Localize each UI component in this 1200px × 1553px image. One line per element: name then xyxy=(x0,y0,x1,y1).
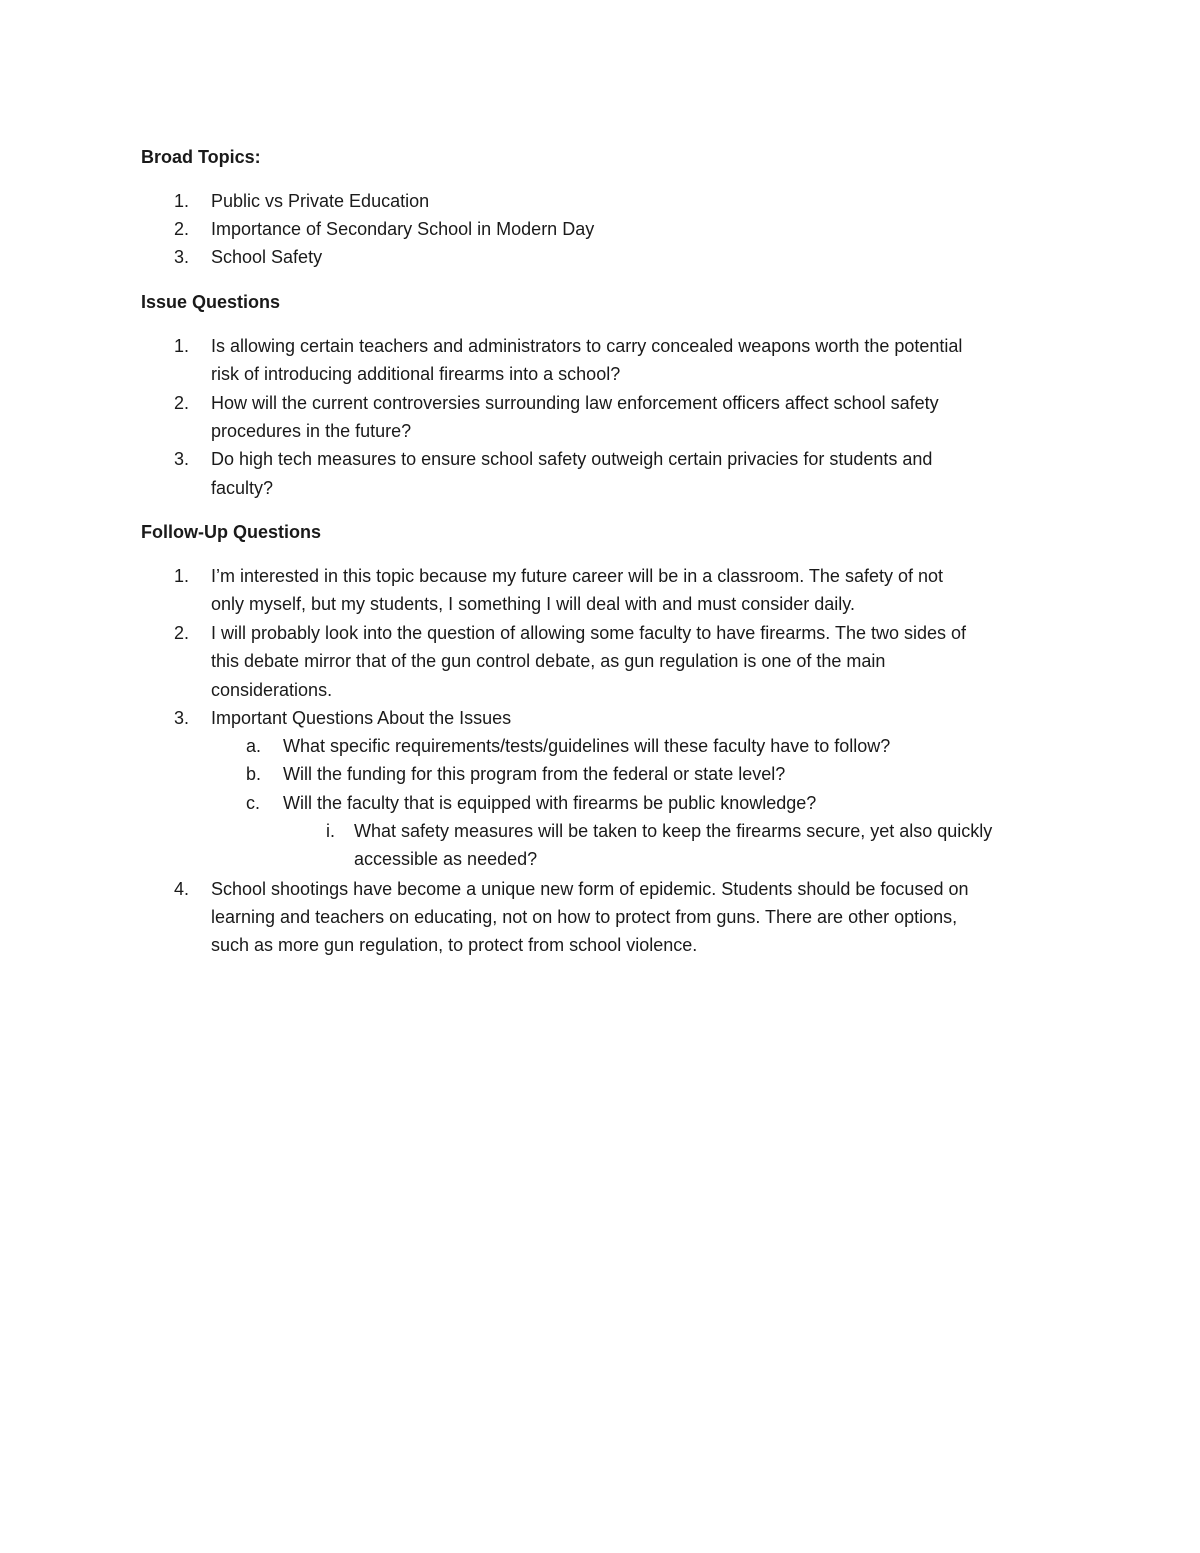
sublist-letter: b. xyxy=(246,764,262,784)
list-item-line: Is allowing certain teachers and administrators to carry concealed weapons worth the potential xyxy=(211,336,963,356)
list-item-line: faculty? xyxy=(211,478,274,498)
sublist-letter: a. xyxy=(246,736,262,756)
list-item-line: this debate mirror that of the gun control debate, as gun regulation is one of the main xyxy=(211,651,886,671)
list-item-line: I’m interested in this topic because my future career will be in a classroom. The safety of not xyxy=(211,566,944,586)
list-number: 3. xyxy=(174,247,190,267)
list-item-line: How will the current controversies surrounding law enforcement officers affect school safety xyxy=(211,393,939,413)
sublist-item: What specific requirements/tests/guidelines will these faculty have to follow? xyxy=(283,736,891,756)
list-number: 3. xyxy=(174,708,190,728)
list-number: 3. xyxy=(174,449,190,469)
list-item-line: I will probably look into the question of allowing some faculty to have firearms. The two sides of xyxy=(211,623,967,643)
subsublist-roman: i. xyxy=(326,821,335,841)
list-item-line: considerations. xyxy=(211,680,333,700)
sublist-letter: c. xyxy=(246,793,261,813)
list-item: Public vs Private Education xyxy=(211,191,430,211)
list-item-line: Do high tech measures to ensure school safety outweigh certain privacies for students and xyxy=(211,449,933,469)
list-number: 4. xyxy=(174,879,190,899)
subsublist-item-line: accessible as needed? xyxy=(354,849,538,869)
list-item-line: such as more gun regulation, to protect from school violence. xyxy=(211,935,698,955)
sublist-item: Will the faculty that is equipped with firearms be public knowledge? xyxy=(283,793,817,813)
list-item-line: risk of introducing additional firearms into a school? xyxy=(211,364,621,384)
list-item-line: only myself, but my students, I something I will deal with and must consider daily. xyxy=(211,594,855,614)
broad-topics-heading: Broad Topics: xyxy=(141,147,261,167)
list-number: 1. xyxy=(174,566,190,586)
list-number: 1. xyxy=(174,336,190,356)
list-item-line: procedures in the future? xyxy=(211,421,412,441)
list-number: 1. xyxy=(174,191,190,211)
sublist-item: Will the funding for this program from the federal or state level? xyxy=(283,764,786,784)
list-number: 2. xyxy=(174,623,190,643)
list-item: Importance of Secondary School in Modern Day xyxy=(211,219,595,239)
list-number: 2. xyxy=(174,219,190,239)
issue-questions-heading: Issue Questions xyxy=(141,292,281,312)
list-item: School Safety xyxy=(211,247,323,267)
list-number: 2. xyxy=(174,393,190,413)
list-item-line: Important Questions About the Issues xyxy=(211,708,512,728)
list-item-line: School shootings have become a unique new form of epidemic. Students should be focused on xyxy=(211,879,969,899)
list-item-line: learning and teachers on educating, not on how to protect from guns. There are other options, xyxy=(211,907,958,927)
subsublist-item-line: What safety measures will be taken to keep the firearms secure, yet also quickly xyxy=(354,821,993,841)
follow-up-questions-heading: Follow-Up Questions xyxy=(141,522,321,542)
